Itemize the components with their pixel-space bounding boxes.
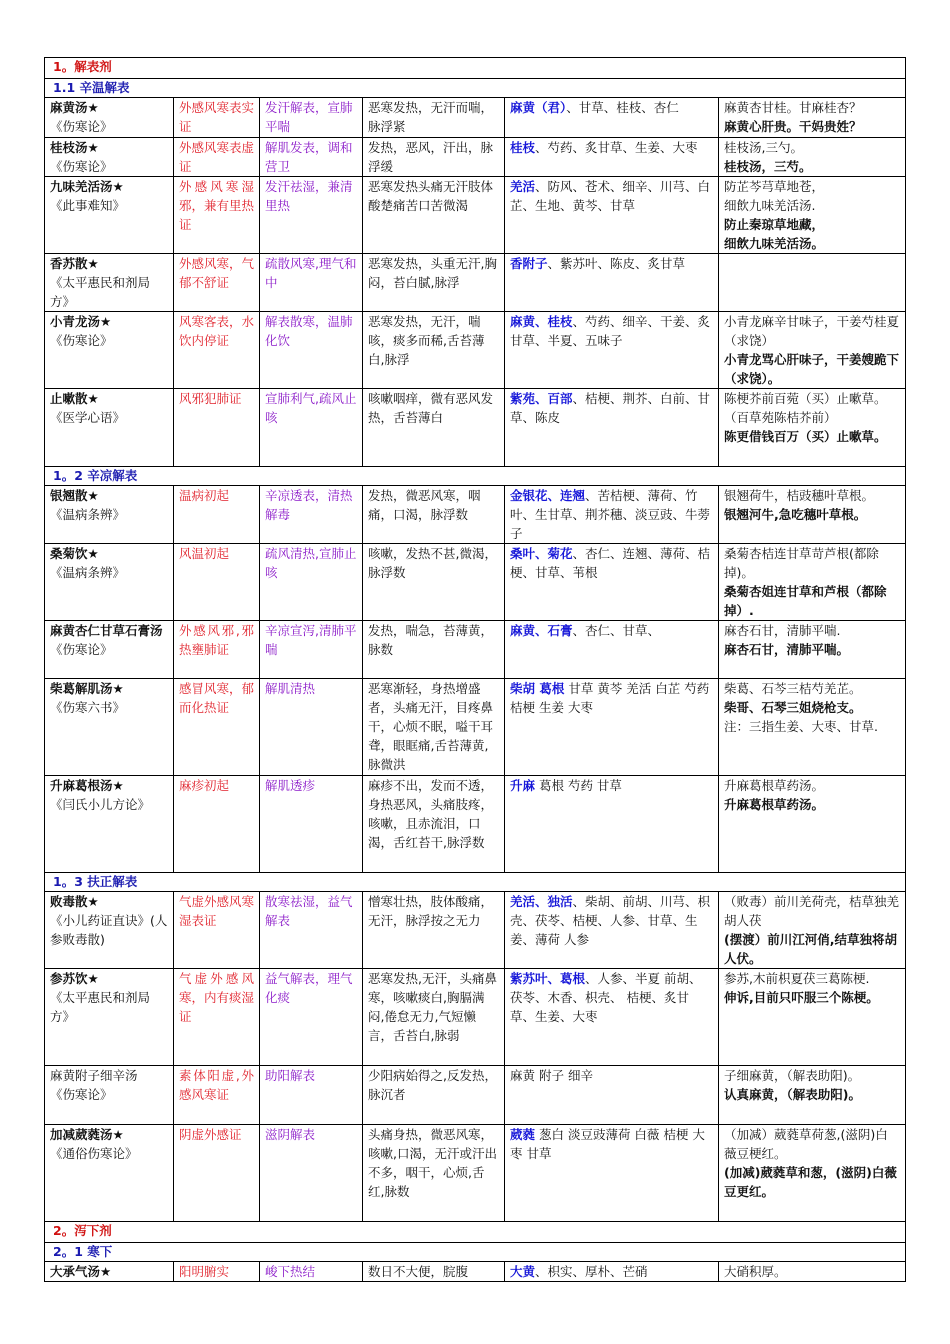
herbs-cell (505, 1066, 719, 1125)
formula-name-cell (45, 969, 174, 1066)
mnemonic-homophone: (加减)葳蕤草和葱，(滋阴)白薇豆更红。 (724, 1165, 897, 1199)
mnemonic-cell (719, 138, 906, 177)
herbs-cell (505, 312, 719, 389)
symptom-cell: 头痛身热，微恶风寒，咳嗽,口渴，无汗或汗出不多，咽干，心烦,舌红,脉数 (363, 1125, 505, 1222)
indication-cell: 温病初起 (174, 486, 260, 544)
mnemonic-line: 子细麻黄，（解表助阳)。 (724, 1068, 861, 1083)
key-herb: 葳蕤 (510, 1127, 536, 1142)
formula-name-cell (45, 679, 174, 776)
formula-name: 麻黄汤★ (50, 100, 99, 115)
mnemonic-cell (719, 98, 906, 138)
mnemonic-line: 桑菊杏桔连甘草苛芦根(都除掉)。 (724, 546, 879, 580)
mnemonic-homophone: 细飲九味羌活汤。 (724, 236, 825, 251)
key-herb: 羌活 (510, 179, 536, 194)
effect-cell: 滋阴解表 (260, 1125, 363, 1222)
herb-list: 、枳实、厚朴、芒硝 (535, 1264, 648, 1279)
effect-cell: 辛凉宣泻,清肺平喘 (260, 621, 363, 679)
symptom-cell: 发热，恶风，汗出，脉浮缓 (363, 138, 505, 177)
mnemonic-line: 陈梗芥前百菀（买）止嗽草。（百草苑陈桔芥前） (724, 391, 887, 425)
table-row (45, 621, 906, 679)
herb-list: 、杏仁、连翘、薄荷、桔梗、甘草、苇根 (510, 546, 711, 580)
formula-source: 《太平惠民和剂局方》 (50, 275, 151, 309)
mnemonic-line: 大硝积厚。 (724, 1264, 787, 1279)
formula-name-cell (45, 1066, 174, 1125)
mnemonic-homophone: 银翘河牛,急吃穗叶草根。 (724, 507, 867, 522)
mnemonic-cell (719, 621, 906, 679)
herb-list: 、甘草、桂枝、杏仁 (566, 100, 679, 115)
table-row (45, 1125, 906, 1222)
mnemonic-cell (719, 1125, 906, 1222)
herbs-cell (505, 621, 719, 679)
symptom-cell: 咳嗽，发热不甚,微渴，脉浮数 (363, 544, 505, 621)
mnemonic-homophone: 麻杏石甘，清肺平喘。 (724, 642, 850, 657)
mnemonic-line: 柴葛、石芩三桔芍羌芷。 (724, 681, 862, 696)
indication-cell: 麻疹初起 (174, 776, 260, 873)
section-header (45, 1222, 906, 1243)
table-row (45, 389, 906, 467)
indication-cell: 气虚外感风寒湿表证 (174, 892, 260, 969)
formula-table (44, 57, 906, 1282)
formula-source: 《通俗伤寒论》 (50, 1146, 138, 1161)
formula-name: 大承气汤★ (50, 1264, 112, 1279)
herbs-cell (505, 679, 719, 776)
mnemonic-line: 小青龙麻辛甘味子，干姜芍桂夏（求饶） (724, 314, 900, 348)
mnemonic-homophone: 柴哥、石琴三姐烧枪支。 (724, 700, 862, 715)
indication-cell: 阳明腑实 (174, 1262, 260, 1282)
formula-source: 《伤寒六书》 (50, 700, 126, 715)
effect-cell: 疏散风寒,理气和中 (260, 254, 363, 312)
table-row (45, 1262, 906, 1282)
formula-name: 参苏饮★ (50, 971, 99, 986)
formula-table-page (44, 57, 905, 1282)
indication-cell: 感冒风寒，郁而化热证 (174, 679, 260, 776)
herb-list: 、防风、苍术、细辛、川芎、白芷、生地、黄芩、甘草 (510, 179, 711, 213)
mnemonic-line: 银翘荷牛，桔豉穗叶草根。 (724, 488, 875, 503)
formula-name: 柴葛解肌汤★ (50, 681, 124, 696)
symptom-cell: 恶寒渐轻，身热增盛者，头痛无汗，目疼鼻干，心烦不眠，嗌干耳聋，眼眶痛,舌苔薄黄,脉微洪 (363, 679, 505, 776)
section-header-row (45, 1243, 906, 1262)
mnemonic-cell (719, 544, 906, 621)
table-row (45, 1066, 906, 1125)
formula-name-cell (45, 776, 174, 873)
symptom-cell: 恶寒发热，无汗而喘，脉浮紧 (363, 98, 505, 138)
formula-name: 败毒散★ (50, 894, 99, 909)
herb-list: 葛根 芍药 甘草 (535, 778, 622, 793)
formula-name-cell (45, 1125, 174, 1222)
formula-name-cell (45, 254, 174, 312)
formula-name: 桂枝汤★ (50, 140, 99, 155)
table-row (45, 177, 906, 254)
effect-cell: 散寒祛湿，益气解表 (260, 892, 363, 969)
formula-source: 《太平惠民和剂局方》 (50, 990, 151, 1024)
symptom-cell: 发热，喘急，苔薄黄，脉数 (363, 621, 505, 679)
formula-name: 加减葳蕤汤★ (50, 1127, 124, 1142)
herb-list: 麻黄 附子 细辛 (510, 1068, 593, 1083)
effect-cell: 助阳解表 (260, 1066, 363, 1125)
mnemonic-cell (719, 679, 906, 776)
section-header-row (45, 58, 906, 79)
formula-source: 《伤寒论》 (50, 159, 113, 174)
table-row (45, 892, 906, 969)
key-herb: 柴胡 葛根 (510, 681, 565, 696)
indication-cell: 风邪犯肺证 (174, 389, 260, 467)
formula-source: 《伤寒论》 (50, 119, 113, 134)
mnemonic-homophone: 升麻葛根草药汤。 (724, 797, 825, 812)
formula-name: 桑菊饮★ (50, 546, 99, 561)
mnemonic-cell (719, 892, 906, 969)
herbs-cell (505, 254, 719, 312)
effect-cell: 解肌发表，调和营卫 (260, 138, 363, 177)
formula-name: 麻黄附子细辛汤 (50, 1068, 138, 1083)
mnemonic-homophone: 认真麻黄，（解表助阳)。 (724, 1087, 861, 1102)
table-row (45, 486, 906, 544)
formula-name-cell (45, 892, 174, 969)
key-herb: 麻黄、石膏 (510, 623, 573, 638)
herb-list: 、杏仁、甘草、 (572, 623, 661, 638)
mnemonic-homophone: 伸诉,目前只吓服三个陈梗。 (724, 990, 879, 1005)
mnemonic-cell (719, 776, 906, 873)
herb-list: 、人参、半夏 前胡、茯苓、木香、枳壳、 桔梗、炙甘草、生姜、大枣 (510, 971, 702, 1024)
mnemonic-line: 参苏,木前枳夏茯三葛陈梗. (724, 971, 870, 986)
section-title: 2。泻下剂 (53, 1223, 112, 1238)
formula-source: 《闫氏小儿方论》 (50, 797, 151, 812)
mnemonic-cell (719, 969, 906, 1066)
indication-cell: 外感风寒表虚证 (174, 138, 260, 177)
table-row (45, 679, 906, 776)
formula-name: 麻黄杏仁甘草石膏汤 (50, 623, 163, 638)
mnemonic-homophone: 桂枝汤，三芍。 (724, 159, 812, 174)
herbs-cell (505, 486, 719, 544)
formula-source: 《伤寒论》 (50, 642, 113, 657)
section-header-row (45, 79, 906, 98)
herb-list: 、芍药、细辛、干姜、炙甘草、半夏、五味子 (510, 314, 711, 348)
mnemonic-note: 注：三指生姜、大枣、甘草. (724, 719, 878, 734)
mnemonic-cell (719, 177, 906, 254)
table-row (45, 776, 906, 873)
herbs-cell (505, 1125, 719, 1222)
herb-list: 葱白 淡豆豉薄荷 白薇 桔梗 大枣 甘草 (510, 1127, 705, 1161)
formula-name-cell (45, 177, 174, 254)
indication-cell: 风寒客表，水饮内停证 (174, 312, 260, 389)
mnemonic-cell (719, 1262, 906, 1282)
key-herb: 桑叶、菊花 (510, 546, 573, 561)
herb-list: 、桔梗、荆芥、白前、甘草、陈皮 (510, 391, 711, 425)
mnemonic-homophone: 防止秦琼草地藏， (724, 217, 825, 232)
formula-source: 《伤寒论》 (50, 333, 113, 348)
mnemonic-cell (719, 389, 906, 467)
symptom-cell: 恶寒发热,无汗，头痛鼻寒，咳嗽痰白,胸膈满闷,倦怠无力,气短懒言，舌苔白,脉弱 (363, 969, 505, 1066)
formula-source: 《温病条辨》 (50, 507, 126, 522)
key-herb: 桂枝 (510, 140, 536, 155)
symptom-cell: 恶寒发热，无汗，喘咳，痰多而稀,舌苔薄白,脉浮 (363, 312, 505, 389)
indication-cell: 外感风邪,邪热壅肺证 (174, 621, 260, 679)
formula-source: 《伤寒论》 (50, 1087, 113, 1102)
section-title: 1。2 辛凉解表 (53, 468, 138, 483)
mnemonic-homophone: 小青龙骂心肝味子，干姜嫂跪下（求饶）。 (724, 352, 900, 386)
key-herb: 香附子 (510, 256, 548, 271)
mnemonic-line: 细飲九味羌活汤. (724, 198, 816, 213)
effect-cell: 宣肺利气,疏风止咳 (260, 389, 363, 467)
section-title: 1。3 扶正解表 (53, 874, 138, 889)
mnemonic-line: 麻杏石甘，清肺平喘. (724, 623, 841, 638)
mnemonic-cell (719, 254, 906, 312)
section-title: 1.1 辛温解表 (53, 80, 130, 95)
table-row (45, 138, 906, 177)
mnemonic-homophone: 麻黄心肝贵。干妈贵姓？ (724, 119, 862, 134)
herbs-cell (505, 1262, 719, 1282)
effect-cell: 解肌清热 (260, 679, 363, 776)
mnemonic-line: 防芷芩芎草地苍， (724, 179, 825, 194)
section-header-row (45, 467, 906, 486)
table-row (45, 544, 906, 621)
herbs-cell (505, 892, 719, 969)
formula-name: 银翘散★ (50, 488, 99, 503)
formula-name-cell (45, 389, 174, 467)
formula-source: 《医学心语》 (50, 410, 126, 425)
mnemonic-homophone: 陈更借钱百万（买）止嗽草。 (724, 429, 887, 444)
mnemonic-cell (719, 1066, 906, 1125)
effect-cell: 发汗解表，宣肺平喘 (260, 98, 363, 138)
indication-cell: 外感风寒表实证 (174, 98, 260, 138)
key-herb: 升麻 (510, 778, 536, 793)
formula-source: 《此事难知》 (50, 198, 126, 213)
symptom-cell: 麻疹不出，发而不透，身热恶风，头痛肢疼，咳嗽，且赤流泪，口渴，舌红苔干,脉浮数 (363, 776, 505, 873)
mnemonic-cell (719, 312, 906, 389)
herbs-cell (505, 776, 719, 873)
formula-name-cell (45, 312, 174, 389)
herb-list: 、苦桔梗、薄荷、竹叶、生甘草、荆芥穗、淡豆豉、牛蒡子 (510, 488, 711, 541)
key-herb: 金银花、连翘 (510, 488, 586, 503)
indication-cell: 阴虚外感证 (174, 1125, 260, 1222)
mnemonic-line: 升麻葛根草药汤。 (724, 778, 825, 793)
formula-source: 《温病条辨》 (50, 565, 126, 580)
effect-cell: 疏风清热,宣肺止咳 (260, 544, 363, 621)
mnemonic-homophone: 桑菊杏姐连甘草和芦根（都除掉）. (724, 584, 887, 618)
herbs-cell (505, 389, 719, 467)
mnemonic-homophone: (摆渡）前川江河俏,结草独将胡人伏。 (724, 932, 897, 966)
key-herb: 紫苏叶、葛根 (510, 971, 586, 986)
indication-cell: 外感风寒湿邪，兼有里热证 (174, 177, 260, 254)
mnemonic-line: （加减）葳蕤草荷葱,(滋阴)白薇豆梗红。 (724, 1127, 888, 1161)
effect-cell: 辛凉透表，清热解毒 (260, 486, 363, 544)
effect-cell: 峻下热结 (260, 1262, 363, 1282)
formula-name-cell (45, 486, 174, 544)
effect-cell: 解肌透疹 (260, 776, 363, 873)
herb-list: 、芍药、炙甘草、生姜、大枣 (535, 140, 698, 155)
symptom-cell: 数日不大便，脘腹 (363, 1262, 505, 1282)
indication-cell: 素体阳虚,外感风寒证 (174, 1066, 260, 1125)
formula-name-cell (45, 544, 174, 621)
table-row (45, 98, 906, 138)
herb-list: 、紫苏叶、陈皮、炙甘草 (547, 256, 686, 271)
table-row (45, 969, 906, 1066)
key-herb: 麻黄、桂枝 (510, 314, 573, 329)
mnemonic-line: 麻黄杏甘桂。甘麻桂杏？ (724, 100, 862, 115)
section-header (45, 467, 906, 486)
section-title: 2。1 寒下 (53, 1244, 113, 1259)
herb-list: 、柴胡、前胡、川芎、枳壳、茯苓、桔梗、人参、甘草、生姜、薄荷 人参 (510, 894, 711, 947)
formula-name: 止嗽散★ (50, 391, 99, 406)
symptom-cell: 咳嗽咽痒，微有恶风发热，舌苔薄白 (363, 389, 505, 467)
symptom-cell: 恶寒发热头痛无汗肢体酸楚痛苦口苦微渴 (363, 177, 505, 254)
formula-name: 升麻葛根汤★ (50, 778, 124, 793)
indication-cell: 风温初起 (174, 544, 260, 621)
key-herb: 大黄 (510, 1264, 536, 1279)
herbs-cell (505, 177, 719, 254)
symptom-cell: 恶寒发热，头重无汗,胸闷，苔白腻,脉浮 (363, 254, 505, 312)
formula-name: 香苏散★ (50, 256, 99, 271)
formula-name-cell (45, 138, 174, 177)
formula-source: 《小儿药证直诀》(人参败毒散) (50, 913, 168, 947)
mnemonic-line: 桂枝汤,三勺。 (724, 140, 803, 155)
mnemonic-cell (719, 486, 906, 544)
table-row (45, 312, 906, 389)
effect-cell: 益气解表，理气化痰 (260, 969, 363, 1066)
section-header-row (45, 1222, 906, 1243)
section-header (45, 79, 906, 98)
herb-list: 甘草 黄芩 羌活 白芷 芍药 桔梗 生姜 大枣 (510, 681, 710, 715)
indication-cell: 气虚外感风寒，内有痰湿证 (174, 969, 260, 1066)
key-herb: 麻黄（君） (510, 100, 567, 115)
section-header (45, 873, 906, 892)
section-header (45, 58, 906, 79)
key-herb: 紫苑、百部 (510, 391, 573, 406)
key-herb: 羌活、独活 (510, 894, 573, 909)
symptom-cell: 憎寒壮热，肢体酸痛，无汗，脉浮按之无力 (363, 892, 505, 969)
section-header (45, 1243, 906, 1262)
effect-cell: 解表散寒，温肺化饮 (260, 312, 363, 389)
mnemonic-line: （败毒）前川羌荷壳，桔草独羌胡人茯 (724, 894, 900, 928)
formula-name-cell (45, 98, 174, 138)
herbs-cell (505, 138, 719, 177)
section-title: 1。解表剂 (53, 59, 112, 74)
formula-name: 九味羌活汤★ (50, 179, 124, 194)
symptom-cell: 发热，微恶风寒，咽痛，口渴，脉浮数 (363, 486, 505, 544)
formula-name: 小青龙汤★ (50, 314, 112, 329)
symptom-cell: 少阳病始得之,反发热，脉沉者 (363, 1066, 505, 1125)
effect-cell: 发汗祛湿，兼清里热 (260, 177, 363, 254)
herbs-cell (505, 98, 719, 138)
section-header-row (45, 873, 906, 892)
formula-name-cell (45, 621, 174, 679)
herbs-cell (505, 969, 719, 1066)
herbs-cell (505, 544, 719, 621)
formula-name-cell (45, 1262, 174, 1282)
indication-cell: 外感风寒，气郁不舒证 (174, 254, 260, 312)
table-row (45, 254, 906, 312)
